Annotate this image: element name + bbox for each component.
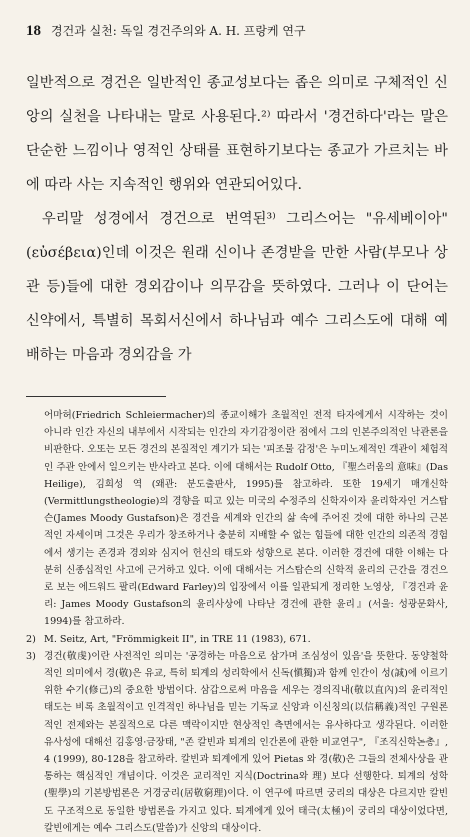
footnote-continuation: 어마허(Friedrich Schleiermacher)의 종교이해가 초월적인 전적 타자에게서 시작하는 것이 아니라 인간 자신의 내부에서 시작되는 인간의 자기감정이란 점에서 그의 인본주의적인 낙관론을 비판한다. 오또는 모든 경건의 본질적인 계기가 되는 '피조물 감정'은 누미노제적인 객관이 체험적인 주관 안에서 일으키는 반사라고 본다. 이에 대해서는 Rudolf Otto, 『聖스러움의 意味』(Das Heilige), 김희성 역 (왜관: 분도출판사, 1995)를 참고하라. 또한 19세기 매개신학(Vermittlungstheologie)의 경향을 띠고 있는 미국의 수정주의 신학자이자 윤리학자인 거스탑슨(James Moody Gustafson)은 경건을 세계와 인간의 삶 속에 주어진 것에 대한 하나의 근본적인 자세이며 그것은 우리가 창조하거나 충분히 지배할 수 없는 힘들에 대한 인간의 의존적 경험에서 생기는 존경과 경외와 심지어 헌신의 태도와 성향으로 본다. 이러한 경건에 대한 이해는 다분히 신종십적인 사고에 근거하고 있다. 이에 대해서는 거스탑슨의 신학적 윤리의 근간을 경건으로 보는 에드워드 팔리(Edward Farley)의 입장에서 이를 일관되게 정리한 노영상, 『경건과 윤리: James Moody Gustafson의 윤리사상에 나타난 경건에 관한 윤리』(서울: 성광문화사, 1994)를 참고하라. <box>44 410 448 628</box>
footnote <box>26 648 448 837</box>
body-text <box>26 66 448 372</box>
footnote-text: 경건(敬虔)이란 사전적인 의미는 '공경하는 마음으로 삼가며 조심성이 있음'을 뜻한다. 동양철학적인 의미에서 경(敬)은 유교, 특히 퇴계의 성리학에서 신독(愼獨)과 함께 인간이 성(誠)에 이르기 위한 수기(修己)의 중요한 방법이다. 삼갑으로써 마음을 세우는 경의직내(敬以直內)의 윤리적인 태도는 비록 초월적이고 인격적인 하나님을 믿는 기독교 신앙과 이신칭의(以信稱義)적인 구원론적인 전제와는 본질적으로 다른 맥락이지만 현상적인 측면에서는 유사하다고 생각된다. 이러한 유사성에 대해선 김홍영·금장태, "존 칼빈과 퇴계의 인간론에 관한 비교연구", 『조직신학논총』, 4 (1999), 80-128을 참고하라. 칼빈과 퇴계에게 있어 Pietas 와 경(敬)은 그들의 전체사상을 관통하는 핵심적인 개념이다. 이것은 교리적인 지식(Doctrina와 理) 보다 선행한다. 퇴계의 성학(聖學)의 기본방법론은 거경궁리(居敬窮理)이다. 이 연구에 따르면 궁리의 대상은 다르지만 칼빈도 구조적으로 동일한 방법론을 가지고 있다. 퇴계에게 있어 태극(太極)이 궁리의 대상이었다면, 칼빈에게는 예수 그리스도(말씀)가 신앙의 대상이다. <box>44 650 448 834</box>
paragraph: 일반적으로 경건은 일반적인 종교성보다는 좁은 의미로 구체적인 신앙의 실천을 나타내는 말로 사용된다.²⁾ 따라서 '경건하다'라는 말은 단순한 느낌이나 영적인 상태를 표현하기보다는 종교가 가르치는 바에 따라 사는 지속적인 행위와 연관되어있다. <box>26 75 448 193</box>
page-number: 18 <box>26 23 41 39</box>
footnote-number: 3) <box>26 650 36 662</box>
footnotes <box>26 407 448 837</box>
page-header <box>26 22 448 40</box>
footnote-text: M. Seitz, Art, "Frömmigkeit II", in TRE 11 (1983), 671. <box>44 633 311 645</box>
footnote <box>26 631 448 648</box>
running-title: 경건과 실천: 독일 경건주의와 A. H. 프랑케 연구 <box>51 24 306 38</box>
footnote-number: 2) <box>26 633 36 645</box>
footnote-divider <box>26 396 166 397</box>
paragraph: 우리말 성경에서 경건으로 번역된³⁾ 그리스어는 "유세베이아"(εὐσέβεια)인데 이것은 원래 신이나 존경받을 만한 사람(부모나 상관 등)들에 대한 경외감이나 의무감을 뜻하였다. 그러나 이 단어는 신약에서, 특별히 목회서신에서 하나님과 예수 그리스도에 대해 예배하는 마음과 경외감을 가 <box>26 211 448 363</box>
